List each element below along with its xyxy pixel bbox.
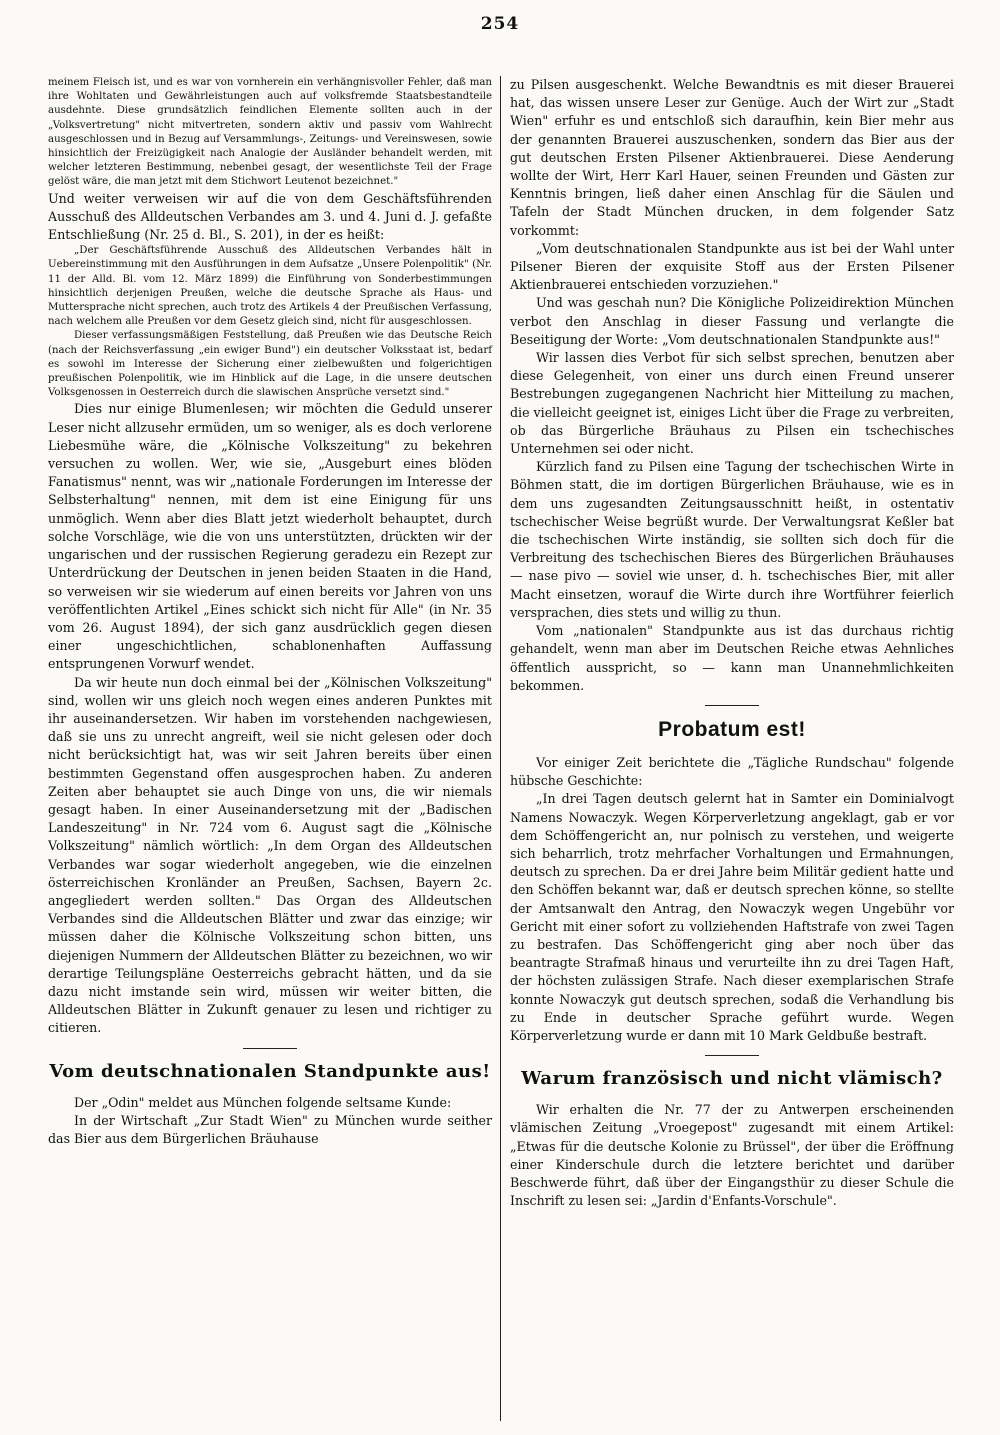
section-divider — [243, 1048, 297, 1049]
page-number: 254 — [480, 14, 520, 34]
heading-probatum: Probatum est! — [658, 717, 806, 741]
section-divider — [705, 705, 759, 706]
heading-warum: Warum französisch und nicht vlämisch? — [521, 1068, 943, 1090]
paragraph-rundschau: Vor einiger Zeit berichtete die „Tägliche Rundschau" folgende hübsche Geschichte: — [510, 754, 954, 789]
paragraph-polizei: Und was geschah nun? Die Königliche Polizeidirektion München verbot den Anschlag in dieser Fassung und verlangte die Beseitigung der Worte: „Vom deutschnationalen Standpunkte aus!" — [510, 295, 954, 347]
paragraph-nationalen: Vom „nationalen" Standpunkte aus ist das durchaus richtig gehandelt, wenn man aber im Deutschen Reiche etwas Aehnliches öffentlich ausspricht, so — kann man Unannehmlichkeiten bekommen. — [510, 623, 954, 693]
paragraph-resolution-intro: Und weiter verweisen wir auf die von dem Geschäftsführenden Ausschuß des Alldeutschen Verbandes am 3. und 4. Juni d. J. gefaßte Entschließung (Nr. 25 d. Bl., S. 201), in der es heißt: — [48, 190, 492, 243]
right-column — [510, 76, 954, 1210]
section-divider — [705, 1055, 759, 1056]
paragraph-koelnische: Da wir heute nun doch einmal bei der „Kölnischen Volkszeitung" sind, wollen wir uns gleich noch wegen eines anderen Punktes mit ihr auseinandersetzen. Wir haben im vorstehenden nachgewiesen, daß sie uns zu unrecht angreift, weil sie nicht gelesen oder doch nicht berücksichtigt hat, was wir seit Jahren bereits über einen bestimmten Gegenstand offen ausgesprochen haben. Zu anderen Zeiten aber behauptet sie auch Dinge von uns, die wir niemals gesagt haben. In einer Auseinandersetzung mit der „Badischen Landeszeitung" in Nr. 724 vom 6. August sagt die „Kölnische Volkszeitung" nämlich wörtlich: „In dem Organ des Alldeutschen Verbandes war sogar wiederholt angegeben, wie die einzelnen österreichischen Kronländer an Preußen, Sachsen, Bayern 2c. angegliedert werden sollten." Das Organ des Alldeutschen Verbandes sind die Alldeutschen Blätter und zwar das einzige; wir müssen daher die Kölnische Volkszeitung schon bitten, uns diejenigen Nummern der Alldeutschen Blätter zu bezeichnen, wo wir derartige Teilungspläne Oesterreichs gebracht hätten, und da sie dazu nicht imstande sein wird, müssen wir weiter bitten, die Alldeutschen Blätter in Zukunft genauer zu lesen und richtiger zu citieren. — [48, 674, 492, 1036]
left-column — [48, 76, 492, 1148]
paragraph-blumenlesen: Dies nur einige Blumenlesen; wir möchten die Geduld unserer Leser nicht allzusehr ermüden, um so weniger, als es doch verlorene Liebesmühe wäre, die „Kölnische Volkszeitung" zu bekehren versuchen zu wollen. Wer, wie sie, „Ausgeburt eines blöden Fanatismus" nennt, was wir „nationale Forderungen im Interesse der Selbsterhaltung" nennen, mit dem ist eine Einigung für uns unmöglich. Wenn aber dies Blatt jetzt wiederholt behauptet, durch solche Vorschläge, wie die von uns unterstützten, drückten wir der ungarischen und der russischen Regierung geradezu ein Rezept zur Unterdrückung der Deutschen in jenen beiden Staaten in die Hand, so verweisen wir sie wiederum auf einen bereits vor Jahren von uns veröffentlichten Artikel „Eines schickt sich nicht für Alle" (in Nr. 35 vom 26. August 1894), der sich ganz ausdrücklich gegen diesen einer ungeschichtlichen, schablonenhaften Auffassung entsprungenen Vorwurf wendet. — [48, 401, 492, 672]
paragraph-verbot: Wir lassen dies Verbot für sich selbst sprechen, benutzen aber diese Gelegenheit, von einer uns durch einen Freund unserer Bestrebungen zugegangenen Nachricht hier Mitteilung zu machen, die vielleicht geeignet ist, einiges Licht über die Frage zu verbreiten, ob das Bürgerliche Bräuhaus zu Pilsen ein tschechisches Unternehmen sei oder nicht. — [510, 350, 954, 457]
paragraph-odin: Der „Odin" meldet aus München folgende seltsame Kunde: — [74, 1094, 452, 1110]
quote-continuation: meinem Fleisch ist, und es war von vornherein ein verhängnisvoller Fehler, daß man ihre Wohltaten und Gewährleistungen auch auf volksfremde Staatsbestandteile ausdehnte. Diese grundsätzlich feindlichen Elemente sollten auch in der „Volksvertretung" nicht mitvertreten, sondern aktiv und passiv vom Wahlrecht ausgeschlossen und in Bezug auf Versammlungs-, Zeitungs- und Vereinswesen, sowie hinsichtlich der Freizügigkeit nach Analogie der Ausländer behandelt werden, mit welcher letzteren Bestimmung, nebenbei gesagt, der wesentlichste Teil der Frage gelöst wäre, die man jetzt mit dem Stichwort Leutenot bezeichnet." — [48, 77, 492, 188]
paragraph-nowaczyk: „In drei Tagen deutsch gelernt hat in Samter ein Dominialvogt Namens Nowaczyk. Wegen Körperverletzung angeklagt, gab er vor dem Schöffengericht an, nur polnisch zu verstehen, und weigerte sich beharrlich, trotz mehrfacher Vorhaltungen und Ermahnungen, deutsch zu sprechen. Da er drei Jahre beim Militär gedient hatte und den Schöffen bekannt war, daß er deutsch sprechen könne, so stellte der Amtsanwalt den Antrag, den Nowaczyk wegen Ungebühr vor Gericht mit einer sofort zu vollziehenden Haftstrafe von zwei Tagen zu bestrafen. Das Schöffengericht ging aber noch über das beantragte Strafmaß hinaus und verurteilte ihn zu drei Tagen Haft, der höchsten zulässigen Strafe. Nach dieser exemplarischen Strafe konnte Nowaczyk gut deutsch sprechen, sodaß die Verhandlung bis zu Ende in deutscher Sprache geführt wurde. Wegen Körperverletzung wurde er dann mit 10 Mark Geldbuße bestraft. — [510, 791, 954, 1043]
quote-resolution: „Der Geschäftsführende Ausschuß des Alldeutschen Verbandes hält in Uebereinstimmung mit den Ausführungen in dem Aufsatze „Unsere Polenpolitik" (Nr. 11 der Alld. Bl. vom 12. März 1899) die Einführung von Sonderbestimmungen hinsichtlich derjenigen Preußen, welche die deutsche Sprache als Haus- und Muttersprache nicht sprechen, auch trotz des Artikels 4 der Preußischen Verfassung, nach welchem alle Preußen vor dem Gesetz gleich sind, nicht für ausgeschlossen. — [48, 245, 492, 328]
column-rule — [500, 76, 501, 1421]
paragraph-tagung: Kürzlich fand zu Pilsen eine Tagung der tschechischen Wirte in Böhmen statt, die im dortigen Bürgerlichen Bräuhause, wie es in dem uns zugesandten Zeitungsausschnitt heißt, in ostentativ tschechischer Weise begrüßt wurde. Der Verwaltungsrat Keßler bat die tschechischen Wirte inständig, sie sollten sich doch für die Verbreitung des tschechischen Bieres des Bürgerlichen Bräuhauses — nase pivo — soviel wie unser, d. h. tschechisches Bier, mit aller Macht einsetzen, worauf die Wirte durch ihre Wortführer feierlich versprachen, dies stets und willig zu thun. — [510, 459, 954, 620]
heading-standpunkte: Vom deutschnationalen Standpunkte aus! — [49, 1060, 491, 1082]
paragraph-vroegepost: Wir erhalten die Nr. 77 der zu Antwerpen erscheinenden vlämischen Zeitung „Vroegepost" zugesandt mit einem Artikel: „Etwas für die deutsche Kolonie zu Brüssel", der über die Eröffnung einer Kinderschule durch die letztere berichtet und darüber Beschwerde führt, daß über der Eingangsthür zu dieser Schule die Inschrift zu lesen sei: „Jardin d'Enfants-Vorschule". — [510, 1102, 954, 1209]
paragraph-pilsen: zu Pilsen ausgeschenkt. Welche Bewandtnis es mit dieser Brauerei hat, das wissen unsere Leser zur Genüge. Auch der Wirt zur „Stadt Wien" erfuhr es und entschloß sich daraufhin, kein Bier mehr aus der genannten Brauerei auszuschenken, sondern das Bier aus der gut deutschen Ersten Pilsener Aktienbrauerei. Diese Aenderung wollte der Wirt, Herr Karl Hauer, seinen Freunden und Gästen zur Kenntnis bringen, ließ daher einen Anschlag für die Säulen und Tafeln der Stadt München drucken, in dem folgender Satz vorkommt: — [510, 77, 954, 238]
quote-anschlag: „Vom deutschnationalen Standpunkte aus ist bei der Wahl unter Pilsener Bieren der exquisite Stoff aus der Ersten Pilsener Aktienbrauerei entschieden vorzuziehen." — [510, 240, 954, 293]
quote-resolution-cont: Dieser verfassungsmäßigen Feststellung, daß Preußen wie das Deutsche Reich (nach der Reichsverfassung „ein ewiger Bund") ein deutscher Volksstaat ist, bedarf es sowohl im Interesse der Sicherung einer zielbewußten und folgerichtigen preußischen Polenpolitik, wie im Hinblick auf die Lage, in die unsere deutschen Volksgenossen in Oesterreich durch die slawischen Ansprüche versetzt sind." — [48, 330, 492, 399]
paragraph-stadt-wien: In der Wirtschaft „Zur Stadt Wien" zu München wurde seither das Bier aus dem Bürgerlichen Bräuhause — [48, 1112, 492, 1146]
